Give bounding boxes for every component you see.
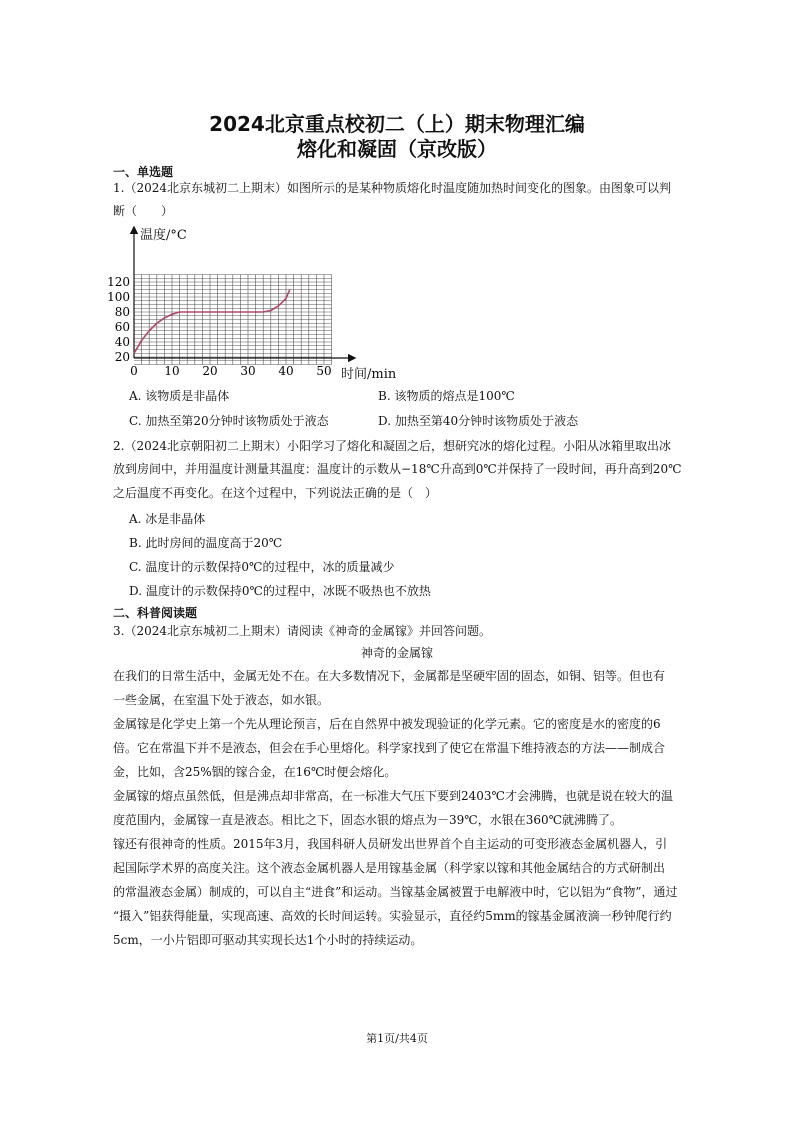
article-paragraph-line: 镓还有很神奇的性质。2015年3月，我国科研人员研发出世界首个自主运动的可变形液态金属机器人，引 [113, 837, 668, 851]
section-heading-single-choice: 一、单选题 [113, 165, 174, 179]
article-paragraph-line: 金属镓的熔点虽然低，但是沸点却非常高，在一标准大气压下要到2403℃才会沸腾，也就是说在较大的温 [113, 789, 673, 803]
article-paragraph-line: “摄入”铝获得能量，实现高速、高效的长时间运转。实验显示，直径约5mm的镓基金属液滴一秒钟爬行约 [113, 909, 672, 923]
y-axis-label: 温度/°C [140, 228, 187, 243]
q1-option-a[interactable]: A. 该物质是非晶体 [129, 389, 230, 403]
article-paragraph-line: 一些金属，在室温下处于液态，如水银。 [113, 693, 330, 707]
x-tick-label: 10 [164, 364, 180, 378]
q2-option-c[interactable]: C. 温度计的示数保持0℃的过程中，冰的质量减少 [129, 560, 395, 574]
x-tick-label: 30 [240, 364, 256, 378]
q1-option-b[interactable]: B. 该物质的熔点是100℃ [378, 389, 515, 403]
question-1-stem-cont: 断（ ） [113, 204, 174, 218]
x-tick-label: 20 [202, 364, 218, 378]
question-2-stem-cont-2: 之后温度不再变化。在这个过程中，下列说法正确的是（ ） [113, 486, 438, 500]
page-footer: 第1页/共4页 [366, 1032, 428, 1045]
question-3-stem: 3.（2024北京东城初二上期末）请阅读《神奇的金属镓》并回答问题。 [113, 624, 491, 638]
article-paragraph-line: 5cm，一小片铝即可驱动其实现长达1个小时的持续运动。 [113, 933, 423, 947]
x-tick-label: 0 [130, 364, 138, 378]
article-title: 神奇的金属镓 [360, 646, 433, 660]
section-heading-reading: 二、科普阅读题 [113, 606, 198, 620]
question-1-stem: 1.（2024北京东城初二上期末）如图所示的是某种物质熔化时温度随加热时间变化的图象。由图象可以判 [113, 181, 671, 195]
article-paragraph-line: 金属镓是化学史上第一个先从理论预言，后在自然界中被发现验证的化学元素。它的密度是水的密度的6 [113, 717, 661, 731]
y-tick-label: 120 [107, 275, 130, 289]
q1-option-d[interactable]: D. 加热至第40分钟时该物质处于液态 [378, 414, 579, 428]
article-paragraph-line: 金，比如，含25%铟的镓合金，在16℃时便会熔化。 [113, 765, 397, 779]
melting-curve [134, 290, 290, 354]
q1-option-c[interactable]: C. 加热至第20分钟时该物质处于液态 [129, 414, 329, 428]
article-paragraph-line: 起国际学术界的高度关注。这个液态金属机器人是用镓基金属（科学家以镓和其他金属结合的方式研制出 [113, 861, 666, 875]
question-2-stem-cont-1: 放到房间中，并用温度计测量其温度：温度计的示数从−18℃升高到0℃并保持了一段时间，再升高到20℃ [113, 462, 682, 476]
y-tick-label: 60 [114, 320, 130, 334]
article-paragraph-line: 在我们的日常生活中，金属无处不在。在大多数情况下，金属都是坚硬牢固的固态，如铜、铝等。但也有 [113, 669, 666, 683]
question-2-stem: 2.（2024北京朝阳初二上期末）小阳学习了熔化和凝固之后，想研究冰的熔化过程。小阳从冰箱里取出冰 [113, 439, 671, 453]
y-tick-label: 40 [114, 335, 130, 349]
x-tick-label: 50 [316, 364, 332, 378]
y-tick-label: 80 [114, 305, 130, 319]
article-paragraph-line: 倍。它在常温下并不是液态，但会在手心里熔化。科学家找到了使它在常温下维持液态的方法——制成合 [113, 741, 666, 755]
q2-option-b[interactable]: B. 此时房间的温度高于20℃ [129, 536, 283, 550]
q2-option-d[interactable]: D. 温度计的示数保持0℃的过程中，冰既不吸热也不放热 [129, 584, 431, 598]
page-title: 2024北京重点校初二（上）期末物理汇编 [209, 112, 585, 136]
temperature-time-chart [107, 222, 397, 382]
x-axis-label: 时间/min [341, 367, 397, 382]
article-paragraph-line: 的常温液态金属）制成的，可以自主“进食”和运动。当镓基金属被置于电解液中时，它以铝为“食物”，通过 [113, 885, 678, 899]
article-paragraph-line: 度范围内，金属镓一直是液态。相比之下，固态水银的熔点为－39℃，水银在360℃就沸腾了。 [113, 813, 623, 827]
x-tick-label: 40 [278, 364, 294, 378]
y-tick-label: 20 [114, 350, 130, 364]
y-tick-label: 100 [107, 290, 130, 304]
page-subtitle: 熔化和凝固（京改版） [297, 137, 497, 161]
q2-option-a[interactable]: A. 冰是非晶体 [129, 512, 206, 526]
